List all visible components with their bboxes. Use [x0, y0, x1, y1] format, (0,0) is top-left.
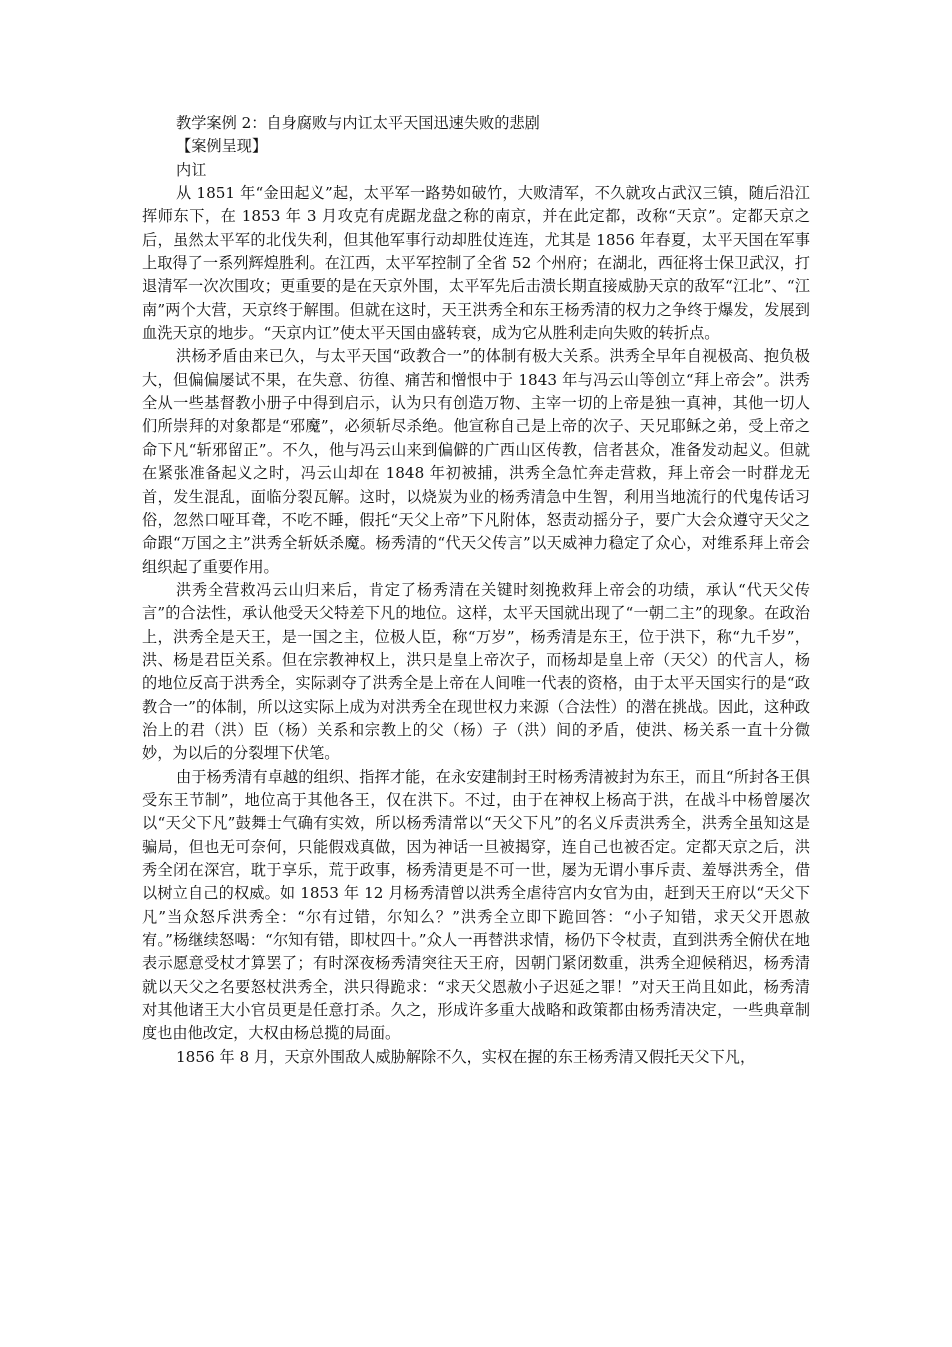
paragraph-3: 洪秀全营救冯云山归来后，肯定了杨秀清在关键时刻挽救拜上帝会的功绩，承认“代天父传言”的合法性，承认他受天父特差下凡的地位。这样，太平天国就出现了“一朝二主”的现象。在政治上，洪秀全是天王，是一国之主，位极人臣，称“万岁”，杨秀清是东王，位于洪下，称“九千岁”，洪、杨是君臣关系。但在宗教神权上，洪只是皇上帝次子，而杨却是皇上帝（天父）的代言人，杨的地位反高于洪秀全，实际剥夺了洪秀全是上帝在人间唯一代表的资格，由于太平天国实行的是“政教合一”的体制，所以这实际上成为对洪秀全在现世权力来源（合法性）的潜在挑战。因此，这种政治上的君（洪）臣（杨）关系和宗教上的父（杨）子（洪）间的矛盾，使洪、杨关系一直十分微妙，为以后的分裂埋下伏笔。 [142, 580, 810, 763]
subheading: 内讧 [176, 160, 207, 179]
paragraph-1: 从 1851 年“金田起义”起，太平军一路势如破竹，大败清军，不久就攻占武汉三镇，随后沿江挥师东下，在 1853 年 3 月攻克有虎踞龙盘之称的南京，并在此定都，改称“天京”。定都天京之后，虽然太平军的北伐失利，但其他军事行动却胜仗连连，尤其是 1856 年春夏，太平天国在军事上取得了一系列辉煌胜利。在江西，太平军控制了全省 52 个州府；在湖北，西征将士保卫武汉，打退清军一次次围攻；更重要的是在天京外围，太平军先后击溃长期直接威胁天京的敌军“江北”、“江南”两个大营，天京终于解围。但就在这时，天王洪秀全和东王杨秀清的权力之争终于爆发，发展到血洗天京的地步。“天京内讧”使太平天国由盛转衰，成为它从胜利走向失败的转折点。 [142, 184, 810, 343]
section-label: 【案例呈现】 [176, 137, 268, 156]
paragraph-2: 洪杨矛盾由来已久，与太平天国“政教合一”的体制有极大关系。洪秀全早年自视极高、抱负极大，但偏偏屡试不果，在失意、彷徨、痛苦和憎恨中于 1843 年与冯云山等创立“拜上帝会”。洪秀全从一些基督教小册子中得到启示，认为只有创造万物、主宰一切的上帝是独一真神，其他一切人们所崇拜的对象都是“邪魔”，必须斩尽杀绝。他宣称自己是上帝的次子、天兄耶稣之弟，受上帝之命下凡“斩邪留正”。不久，他与冯云山来到偏僻的广西山区传教，信者甚众，准备发动起义。但就在紧张准备起义之时，冯云山却在 1848 年初被捕，洪秀全急忙奔走营救，拜上帝会一时群龙无首，发生混乱，面临分裂瓦解。这时，以烧炭为业的杨秀清急中生智，利用当地流行的代鬼传话习俗，忽然口哑耳聋，不吃不睡，假托“天父上帝”下凡附体，怒责动摇分子，要广大会众遵守天父之命跟“万国之主”洪秀全斩妖杀魔。杨秀清的“代天父传言”以天威神力稳定了众心，对维系拜上帝会组织起了重要作用。 [142, 347, 810, 576]
paragraph-5: 1856 年 8 月，天京外围敌人威胁解除不久，实权在握的东王杨秀清又假托天父下凡， [176, 1047, 756, 1066]
case-title: 教学案例 2：自身腐败与内讧太平天国迅速失败的悲剧 [176, 114, 540, 132]
document-body [142, 112, 810, 1069]
paragraph-4: 由于杨秀清有卓越的组织、指挥才能，在永安建制封王时杨秀清被封为东王，而且“所封各王俱受东王节制”，地位高于其他各王，仅在洪下。不过，由于在神权上杨高于洪，在战斗中杨曾屡次以“天父下凡”鼓舞士气确有实效，所以杨秀清常以“天父下凡”的名义斥责洪秀全，洪秀全虽知这是骗局，但也无可奈何，只能假戏真做，因为神话一旦被揭穿，连自己也被否定。定都天京之后，洪秀全闭在深宫，耽于享乐，荒于政事，杨秀清更是不可一世，屡为无谓小事斥责、羞辱洪秀全，借以树立自己的权威。如 1853 年 12 月杨秀清曾以洪秀全虐待宫内女官为由，赶到天王府以“天父下凡”当众怒斥洪秀全：“尔有过错，尔知么？”洪秀全立即下跪回答：“小子知错，求天父开恩赦宥。”杨继续怒喝：“尔知有错，即杖四十。”众人一再替洪求情，杨仍下令杖责，直到洪秀全俯伏在地表示愿意受杖才算罢了；有时深夜杨秀清突往天王府，因朝门紧闭数重，洪秀全迎候稍迟，杨秀清就以天父之名要怒杖洪秀全，洪只得跪求：“求天父恩赦小子迟延之罪！”对天王尚且如此，杨秀清对其他诸王大小官员更是任意打杀。久之，形成许多重大战略和政策都由杨秀清决定，一些典章制度也由他改定，大权由杨总揽的局面。 [142, 767, 810, 1043]
